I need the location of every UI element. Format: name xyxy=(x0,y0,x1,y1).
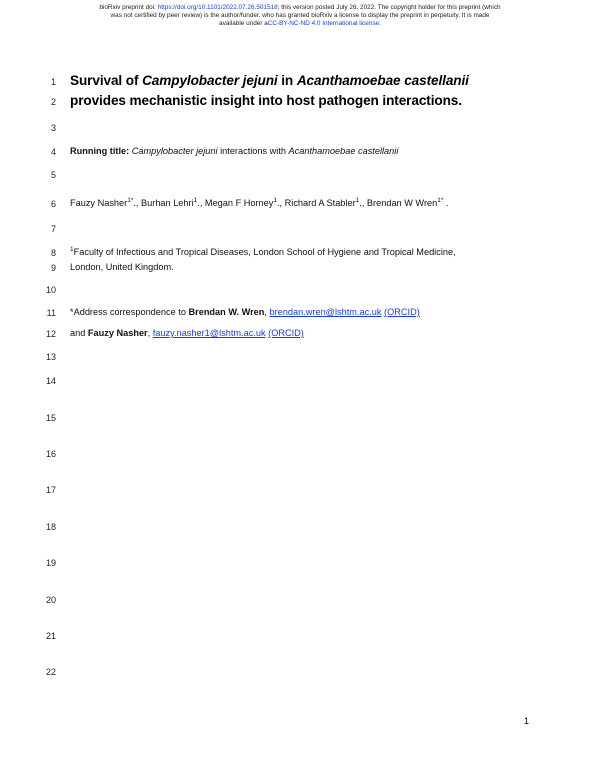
line-number: 7 xyxy=(50,224,56,234)
preprint-header xyxy=(40,4,560,28)
header-line-3: available under aCC-BY-NC-ND 4.0 International license. xyxy=(219,20,381,27)
paper-title-line-2: provides mechanistic insight into host pathogen interactions. xyxy=(70,93,462,108)
line-number: 9 xyxy=(50,263,56,273)
author-list: Fauzy Nasher$^{1*}$., Burhan Lehri$^1$., Megan F Horney$^1$., Richard A Stabler$^1$., Brendan W Wren$^{1*}$ . xyxy=(70,197,449,208)
line-number: 10 xyxy=(45,285,56,295)
line-number: 4 xyxy=(50,147,56,157)
line-number: 16 xyxy=(45,449,56,459)
email-link[interactable]: fauzy.nasher1@lshtm.ac.uk xyxy=(152,328,266,338)
line-number: 11 xyxy=(46,308,56,318)
running-title: Running title: Campylobacter jejuni interactions with Acanthamoebae castellanii xyxy=(70,146,399,156)
header-line-1: bioRxiv preprint doi: https://doi.org/10.1101/2022.07.26.501518; this version posted July 26, 2022. The copyright holder for this preprint (which xyxy=(99,4,501,11)
line-number: 1 xyxy=(50,77,56,87)
paper-title-line-1: Survival of Campylobacter jejuni in Acanthamoebae castellanii xyxy=(70,73,469,88)
line-number: 15 xyxy=(45,413,56,423)
affiliation-line-2: London, United Kingdom. xyxy=(70,262,174,272)
line-number: 14 xyxy=(45,376,56,386)
line-number: 2 xyxy=(50,97,56,107)
line-number: 8 xyxy=(50,248,56,258)
orcid-link[interactable]: (ORCID) xyxy=(268,328,304,338)
license-link[interactable]: CC-BY-NC-ND 4.0 International license xyxy=(267,20,380,27)
header-line-2: was not certified by peer review) is the author/funder, who has granted bioRxiv a license to display the preprint in perpetuity. It is made xyxy=(110,12,490,19)
line-number: 6 xyxy=(50,199,56,209)
correspondence-line-1: *Address correspondence to Brendan W. Wren, brendan.wren@lshtm.ac.uk (ORCID) xyxy=(70,307,420,317)
line-number: 19 xyxy=(45,558,56,568)
email-link[interactable]: brendan.wren@lshtm.ac.uk xyxy=(269,307,382,317)
orcid-link[interactable]: (ORCID) xyxy=(384,307,420,317)
line-number: 13 xyxy=(45,352,56,362)
affiliation-line-1: $^1$Faculty of Infectious and Tropical Diseases, London School of Hygiene and Tropical Medicine, xyxy=(70,246,456,257)
correspondence-line-2: and Fauzy Nasher, fauzy.nasher1@lshtm.ac.uk (ORCID) xyxy=(70,328,304,338)
line-number: 5 xyxy=(50,170,56,180)
line-number: 12 xyxy=(45,329,56,339)
line-number: 18 xyxy=(45,522,56,532)
line-number: 21 xyxy=(45,631,56,641)
page-number: 1 xyxy=(524,716,530,726)
line-number: 17 xyxy=(45,485,56,495)
doi-link[interactable]: https://doi.org/10.1101/2022.07.26.501518 xyxy=(157,4,278,11)
line-number: 20 xyxy=(45,595,56,605)
line-number: 22 xyxy=(45,667,56,677)
line-number: 3 xyxy=(50,123,56,133)
